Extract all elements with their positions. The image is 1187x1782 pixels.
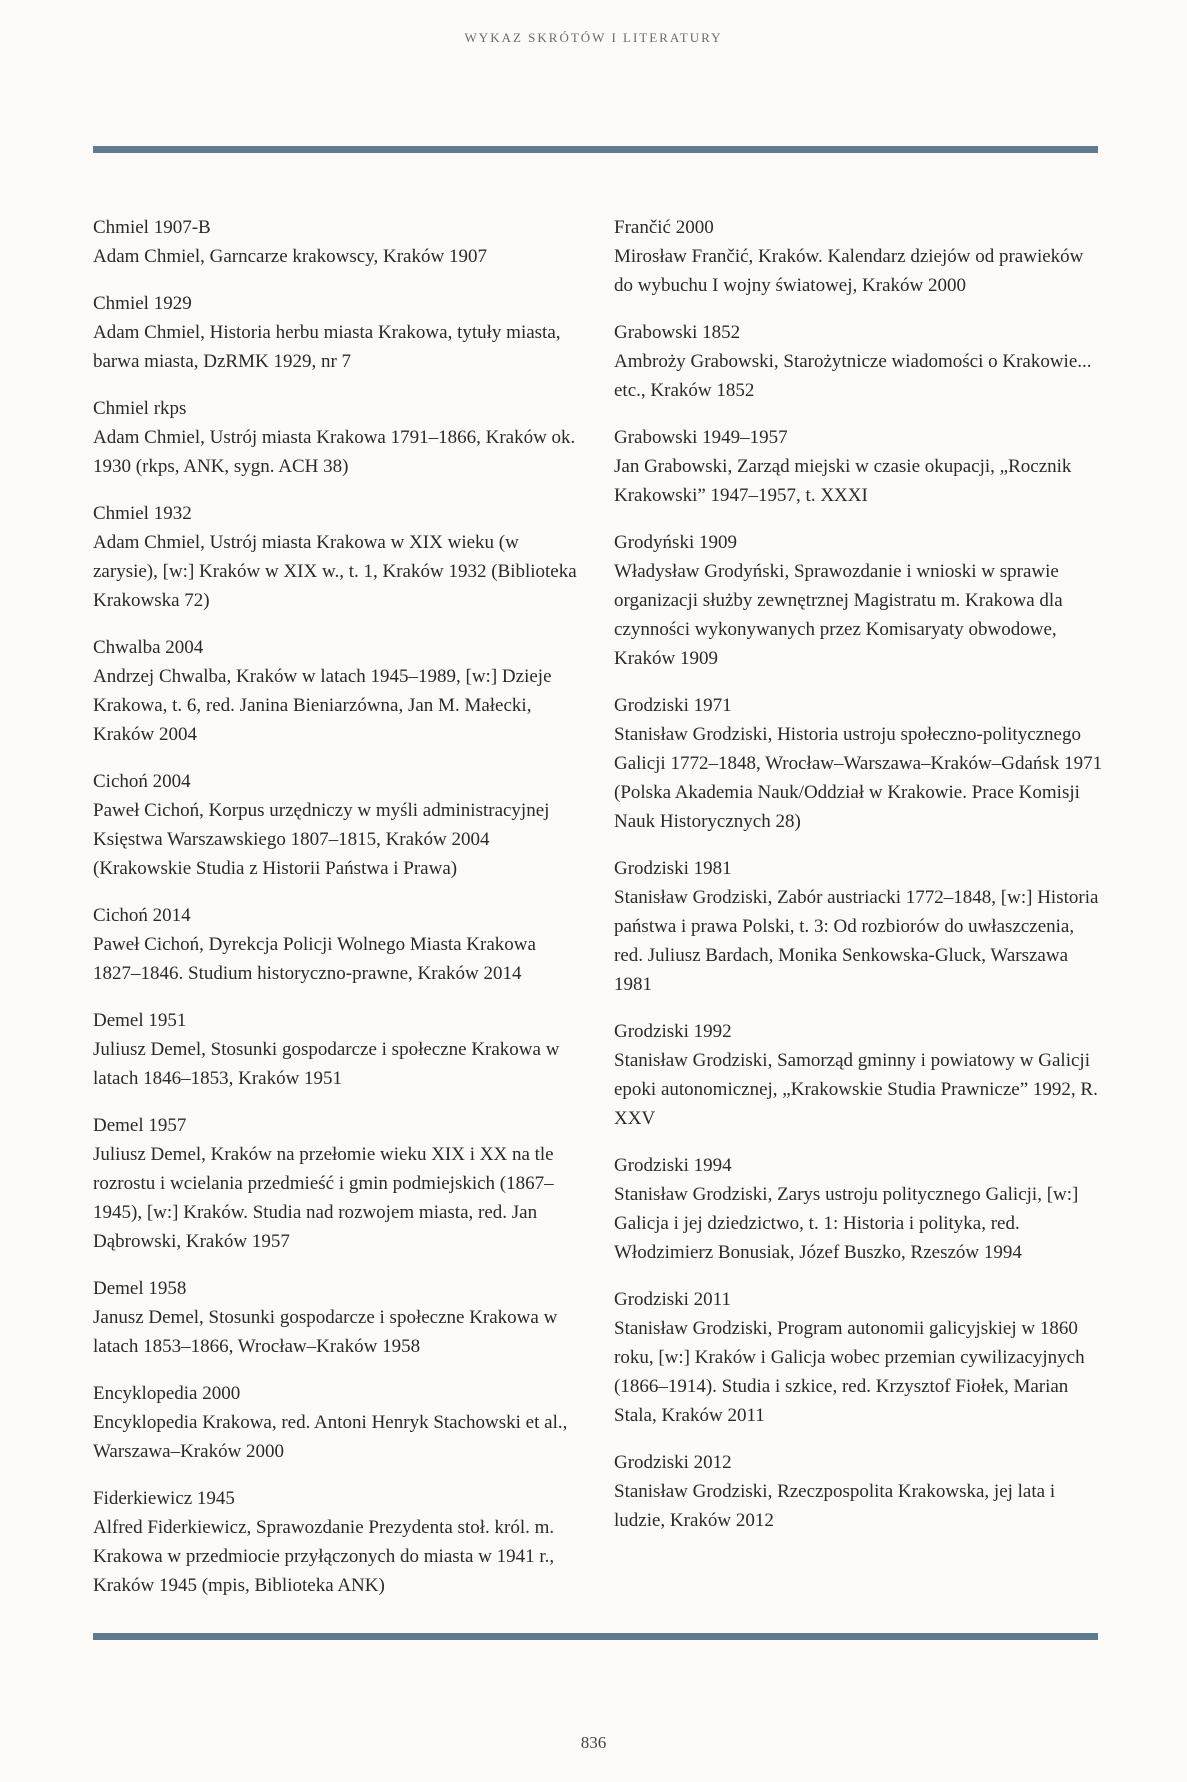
entry-text: Jan Grabowski, Zarząd miejski w czasie okupacji, „Rocznik Krakowski” 1947–1957, t. XXXI	[614, 456, 1072, 506]
bibliography-entry	[93, 1379, 583, 1466]
entry-key: Grodziski 1971	[614, 695, 732, 716]
entry-key: Demel 1958	[93, 1278, 187, 1299]
entry-key: Encyklopedia 2000	[93, 1383, 241, 1404]
entry-text: Stanisław Grodziski, Zabór austriacki 1772–1848, [w:] Historia państwa i prawa Polski, t. 3: Od rozbiorów do uwłaszczenia, red. Juliusz Bardach, Monika Senkowska-Gluck, Warszawa 1981	[614, 887, 1099, 995]
entry-key: Cichoń 2004	[93, 771, 191, 792]
bibliography-entry	[614, 1448, 1104, 1535]
entry-text: Adam Chmiel, Ustrój miasta Krakowa w XIX wieku (w zarysie), [w:] Kraków w XIX w., t. 1, Kraków 1932 (Biblioteka Krakowska 72)	[93, 532, 577, 611]
bottom-rule	[93, 1633, 1098, 1640]
entry-text: Stanisław Grodziski, Zarys ustroju politycznego Galicji, [w:] Galicja i jej dziedzictwo, t. 1: Historia i polityka, red. Włodzimierz Bonusiak, Józef Buszko, Rzeszów 1994	[614, 1184, 1079, 1263]
entry-key: Grodziski 1981	[614, 858, 732, 879]
entry-text: Adam Chmiel, Ustrój miasta Krakowa 1791–1866, Kraków ok. 1930 (rkps, ANK, sygn. ACH 38)	[93, 427, 576, 477]
entry-text: Alfred Fiderkiewicz, Sprawozdanie Prezydenta stoł. król. m. Krakowa w przedmiocie przyłączonych do miasta w 1941 r., Kraków 1945 (mpis, Biblioteka ANK)	[93, 1517, 555, 1596]
bibliography-entry	[93, 1006, 583, 1093]
page-number: 836	[580, 1733, 607, 1752]
bibliography-entry	[93, 1484, 583, 1600]
top-rule	[93, 146, 1098, 153]
entry-key: Grabowski 1949–1957	[614, 427, 788, 448]
entry-text: Ambroży Grabowski, Starożytnicze wiadomości o Krakowie... etc., Kraków 1852	[614, 351, 1092, 401]
entry-key: Grodziski 1992	[614, 1021, 732, 1042]
bibliography-entry	[614, 691, 1104, 836]
bibliography-entry	[614, 1151, 1104, 1267]
entry-text: Mirosław Frančić, Kraków. Kalendarz dziejów od prawieków do wybuchu I wojny światowej, Kraków 2000	[614, 246, 1084, 296]
entry-text: Janusz Demel, Stosunki gospodarcze i społeczne Krakowa w latach 1853–1866, Wrocław–Kraków 1958	[93, 1307, 558, 1357]
entry-key: Grabowski 1852	[614, 322, 741, 343]
entry-text: Władysław Grodyński, Sprawozdanie i wnioski w sprawie organizacji służby zewnętrznej Magistratu m. Krakowa dla czynności wykonywanych przez Komisaryaty obwodowe, Kraków 1909	[614, 561, 1063, 669]
entry-key: Frančić 2000	[614, 217, 714, 238]
entry-key: Demel 1957	[93, 1115, 187, 1136]
entry-key: Grodziski 2011	[614, 1289, 731, 1310]
bibliography-entry	[93, 633, 583, 749]
entry-text: Stanisław Grodziski, Rzeczpospolita Krakowska, jej lata i ludzie, Kraków 2012	[614, 1481, 1056, 1531]
bibliography-entry	[93, 499, 583, 615]
entry-text: Paweł Cichoń, Dyrekcja Policji Wolnego Miasta Krakowa 1827–1846. Studium historyczno-prawne, Kraków 2014	[93, 934, 536, 984]
entry-key: Grodziski 1994	[614, 1155, 732, 1176]
entry-text: Stanisław Grodziski, Samorząd gminny i powiatowy w Galicji epoki autonomicznej, „Krakowskie Studia Prawnicze” 1992, R. XXV	[614, 1050, 1098, 1129]
bibliography-entry	[614, 1017, 1104, 1133]
running-head: WYKAZ SKRÓTÓW I LITERATURY	[464, 30, 723, 45]
bibliography-entry	[614, 423, 1104, 510]
entry-key: Grodziski 2012	[614, 1452, 732, 1473]
entry-text: Juliusz Demel, Kraków na przełomie wieku XIX i XX na tle rozrostu i wcielania przedmieść i gmin podmiejskich (1867–1945), [w:] Kraków. Studia nad rozwojem miasta, red. Jan Dąbrowski, Kraków 1957	[93, 1144, 554, 1252]
entry-text: Adam Chmiel, Garncarze krakowscy, Kraków 1907	[93, 246, 487, 267]
entry-text: Encyklopedia Krakowa, red. Antoni Henryk Stachowski et al., Warszawa–Kraków 2000	[93, 1412, 568, 1462]
bibliography-entry	[93, 1274, 583, 1361]
bibliography-entry	[614, 318, 1104, 405]
entry-key: Chwalba 2004	[93, 637, 204, 658]
bibliography-entry	[93, 394, 583, 481]
bibliography-entry	[93, 901, 583, 988]
entry-key: Demel 1951	[93, 1010, 187, 1031]
bibliography-entry	[614, 213, 1104, 300]
bibliography-entry	[614, 528, 1104, 673]
entry-text: Adam Chmiel, Historia herbu miasta Krakowa, tytuły miasta, barwa miasta, DzRMK 1929, nr 7	[93, 322, 561, 372]
bibliography-entry	[614, 1285, 1104, 1430]
left-column	[93, 213, 583, 1618]
entry-key: Grodyński 1909	[614, 532, 737, 553]
entry-text: Juliusz Demel, Stosunki gospodarcze i społeczne Krakowa w latach 1846–1853, Kraków 1951	[93, 1039, 560, 1089]
bibliography-entry	[93, 1111, 583, 1256]
bibliography-entry	[93, 213, 583, 271]
bibliography-entry	[93, 289, 583, 376]
entry-text: Paweł Cichoń, Korpus urzędniczy w myśli administracyjnej Księstwa Warszawskiego 1807–1815, Kraków 2004 (Krakowskie Studia z Historii Państwa i Prawa)	[93, 800, 550, 879]
entry-key: Chmiel 1907-B	[93, 217, 211, 238]
entry-key: Cichoń 2014	[93, 905, 191, 926]
entry-text: Stanisław Grodziski, Historia ustroju społeczno-politycznego Galicji 1772–1848, Wrocław–Warszawa–Kraków–Gdańsk 1971 (Polska Akademia Nauk/Oddział w Krakowie. Prace Komisji Nauk Historycznych 28)	[614, 724, 1103, 832]
entry-key: Chmiel 1929	[93, 293, 192, 314]
bibliography-entry	[614, 854, 1104, 999]
right-column	[614, 213, 1104, 1553]
bibliography-entry	[93, 767, 583, 883]
entry-key: Chmiel rkps	[93, 398, 187, 419]
entry-key: Chmiel 1932	[93, 503, 192, 524]
entry-text: Andrzej Chwalba, Kraków w latach 1945–1989, [w:] Dzieje Krakowa, t. 6, red. Janina Bieniarzówna, Jan M. Małecki, Kraków 2004	[93, 666, 552, 745]
entry-key: Fiderkiewicz 1945	[93, 1488, 235, 1509]
entry-text: Stanisław Grodziski, Program autonomii galicyjskiej w 1860 roku, [w:] Kraków i Galicja wobec przemian cywilizacyjnych (1866–1914). Studia i szkice, red. Krzysztof Fiołek, Marian Stala, Kraków 2011	[614, 1318, 1085, 1426]
